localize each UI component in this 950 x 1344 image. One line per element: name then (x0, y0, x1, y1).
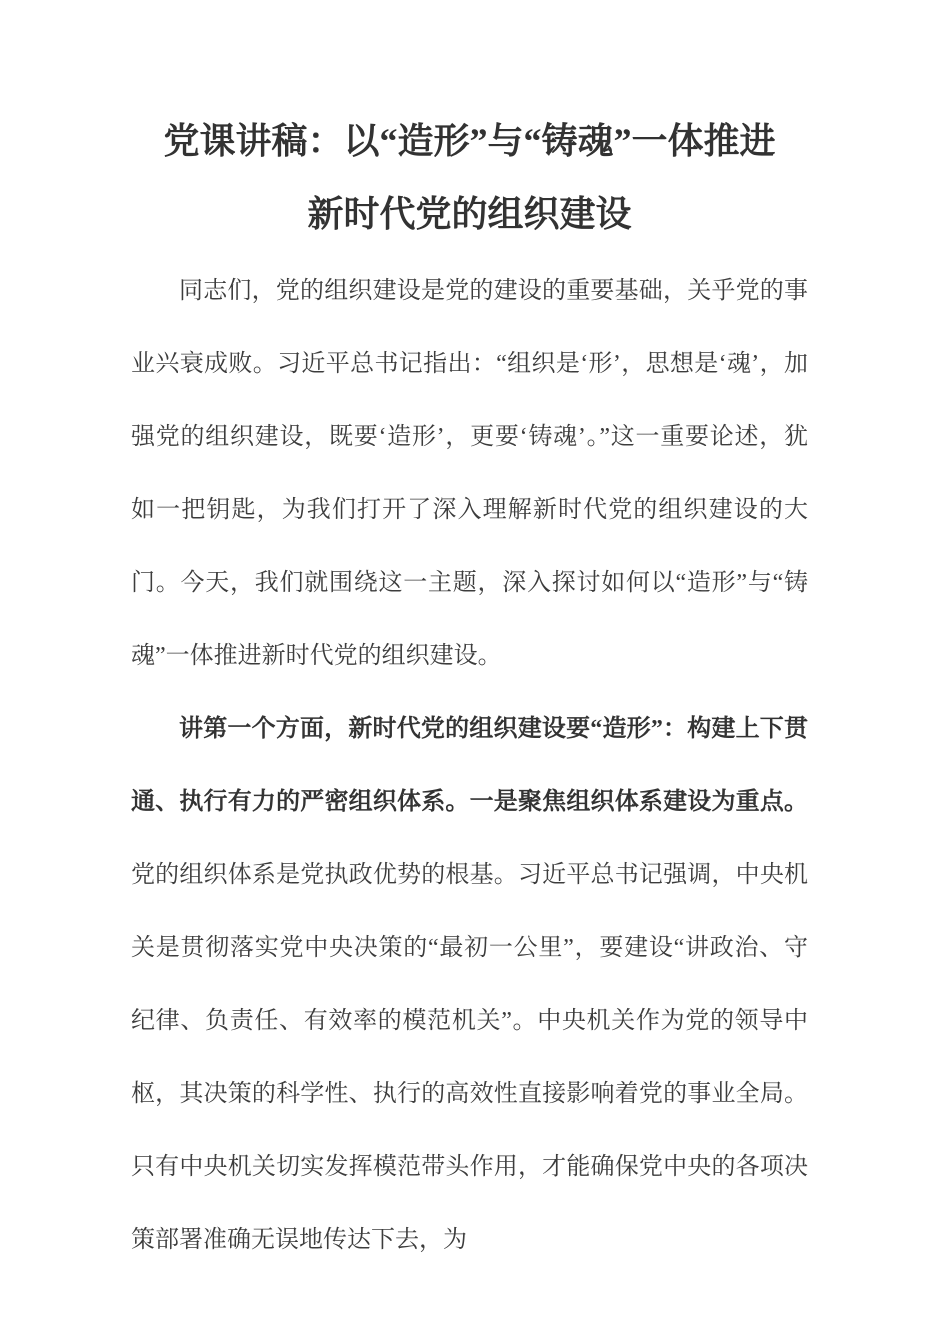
text-run: 党的组织体系是党执政优势的根基。习近平总书记强调，中央机关是贯彻落实党中央决策的“最初一公里”，要建设“讲政治、守纪律、负责任、有效率的模范机关”。中央机关作为党的领导中枢，其决策的科学性、执行的高效性直接影响着党的事业全局。只有中央机关切实发挥模范带头作用，才能确保党中央的各项决策部署准确无误地传达下去，为 (131, 862, 808, 1253)
text-run: 同志们，党的组织建设是党的建设的重要基础，关乎党的事业兴衰成败。习近平总书记指出：“组织是‘形’，思想是‘魂’，加强党的组织建设，既要‘造形’，更要‘铸魂’。”这一重要论述，犹如一把钥匙，为我们打开了深入理解新时代党的组织建设的大门。今天，我们就围绕这一主题，深入探讨如何以“造形”与“铸魂”一体推进新时代党的组织建设。 (131, 278, 808, 669)
document-body (131, 255, 808, 1277)
document-title-line1: 党课讲稿：以“造形”与“铸魂”一体推进 (163, 121, 776, 161)
bold-text-run: 讲第一个方面，新时代党的组织建设要“造形”：构建上下贯通、执行有力的严密组织体系。一是聚焦组织体系建设为重点。 (131, 716, 808, 815)
document-title-line2: 新时代党的组织建设 (307, 194, 632, 234)
paragraph (131, 693, 808, 1277)
document-title (131, 105, 808, 251)
paragraph (131, 255, 808, 693)
